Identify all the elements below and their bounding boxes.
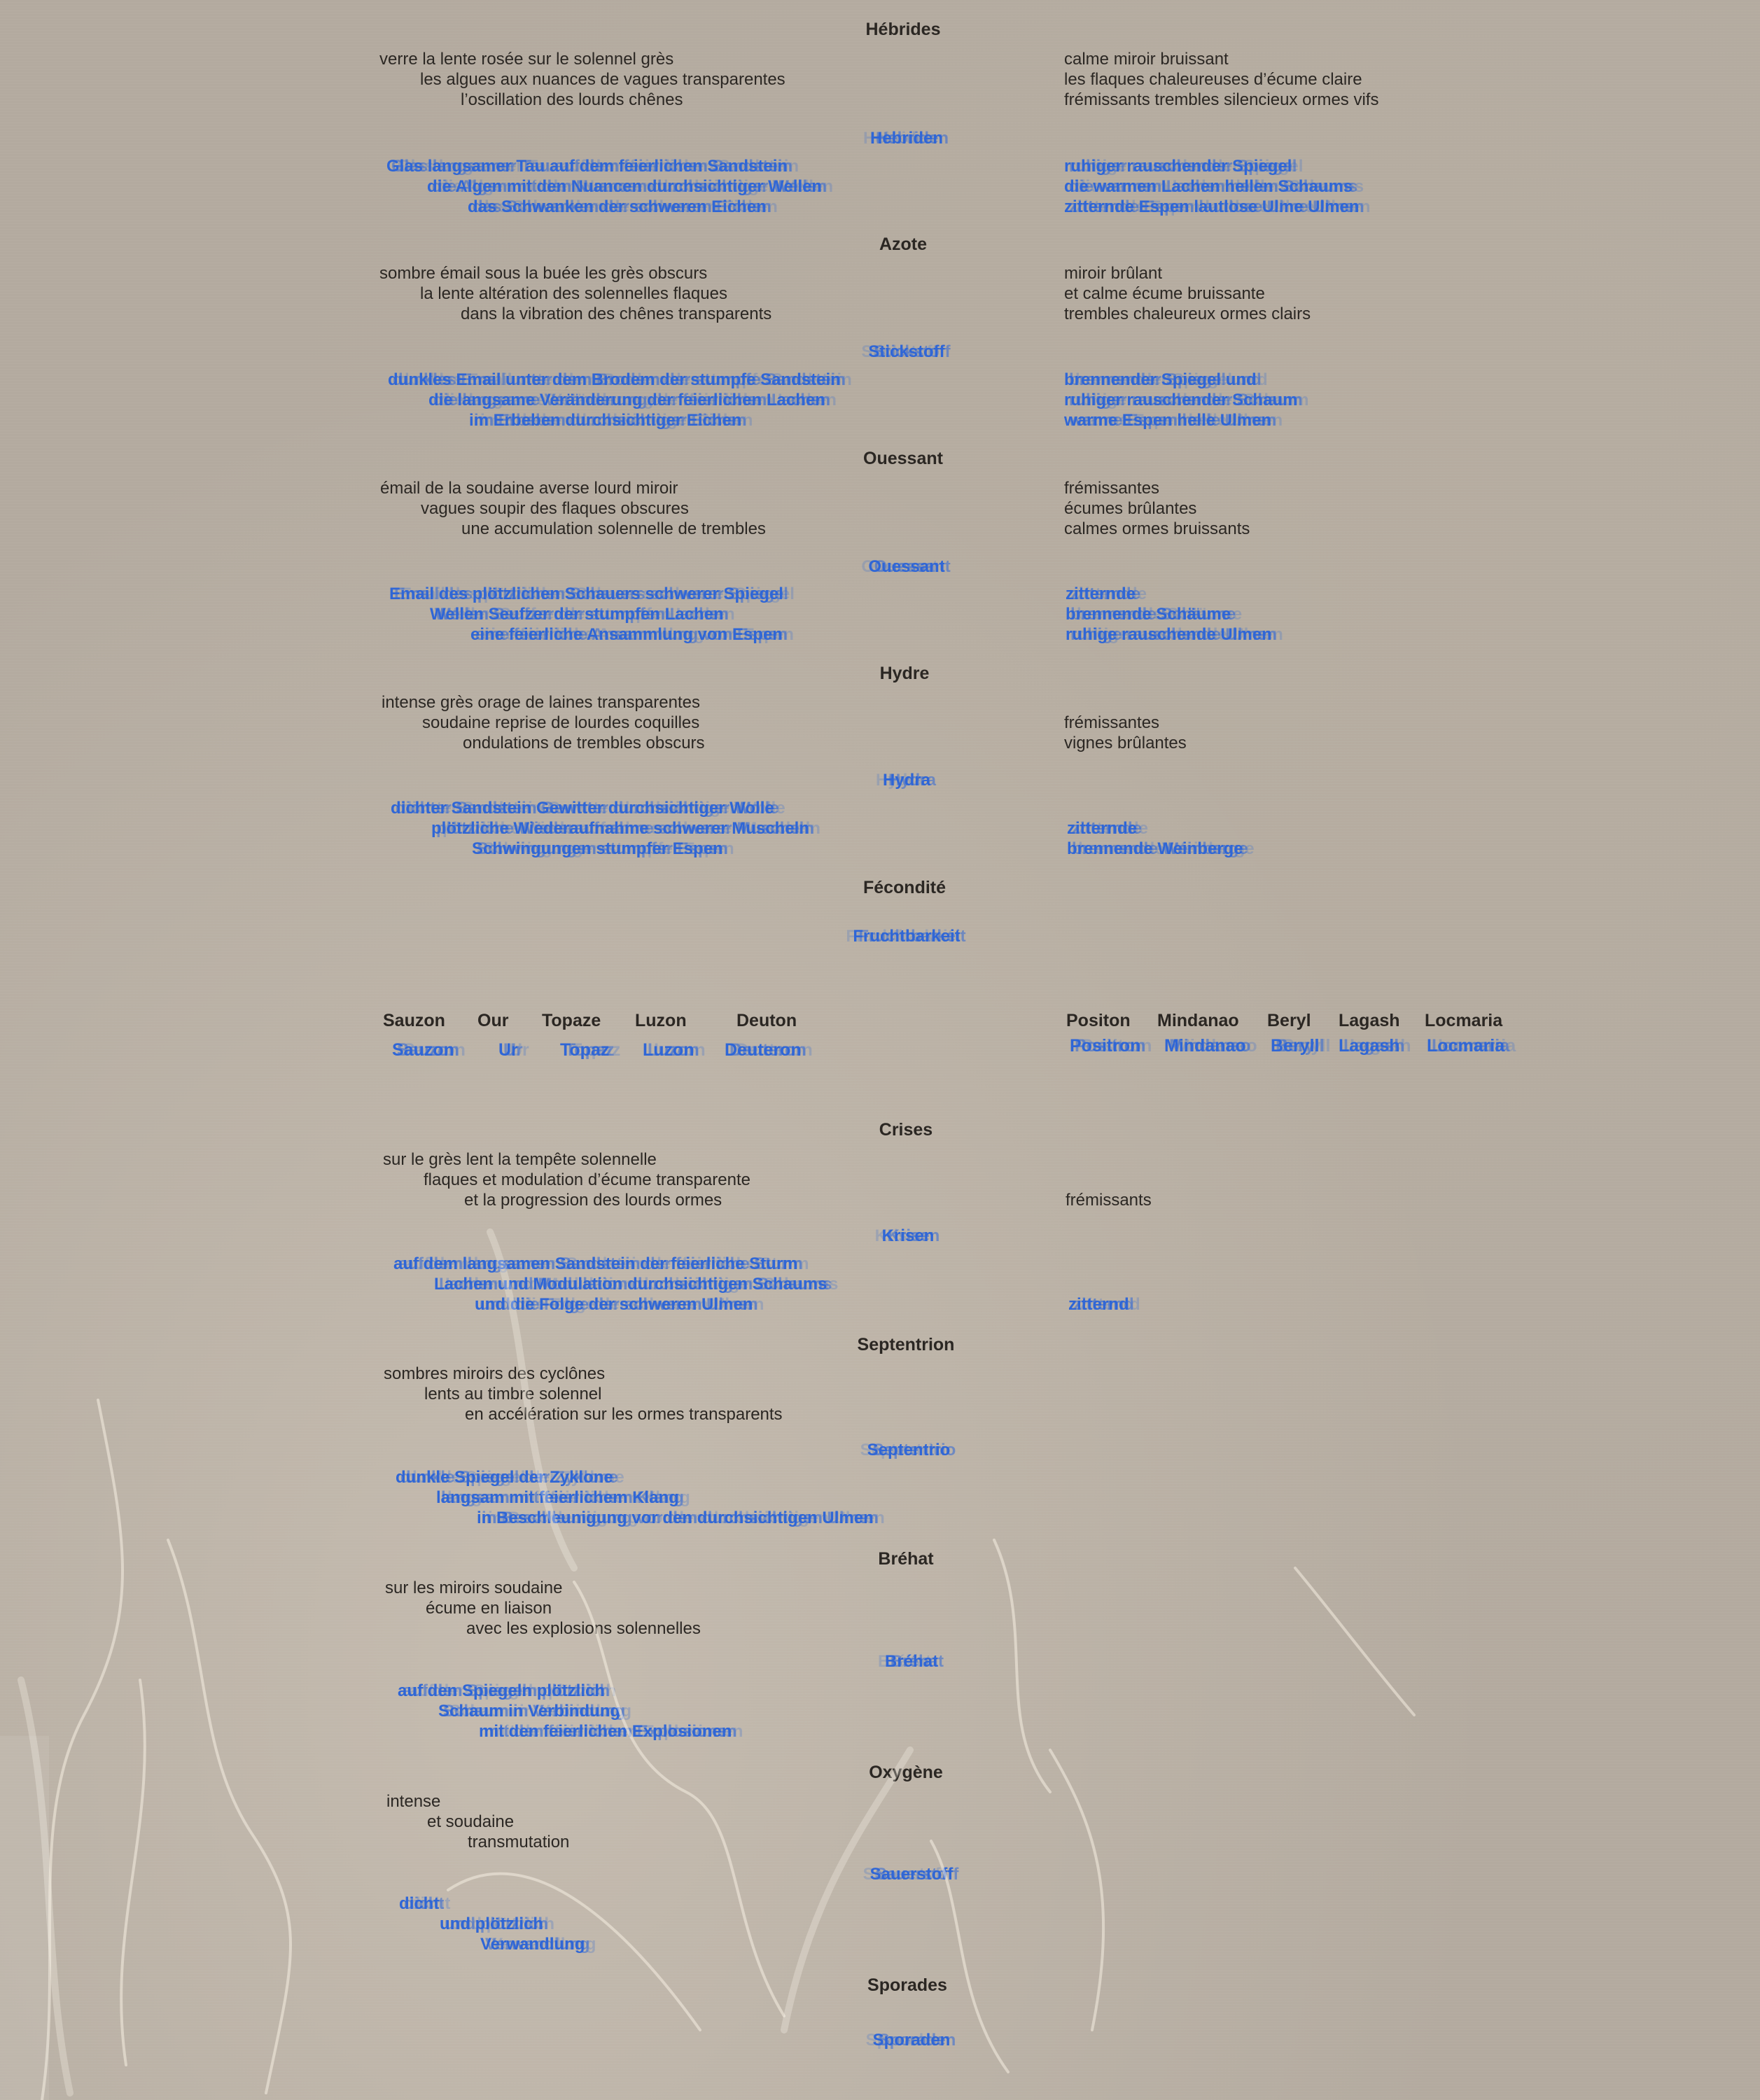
verse-line — [1068, 1254, 1129, 1274]
section-title-de: Septentrio — [867, 1441, 951, 1460]
name-word: Sauzon — [383, 1011, 445, 1030]
section-title-fr: Hydre — [879, 664, 930, 683]
name-word: Deuton — [736, 1011, 797, 1030]
verse-line: les flaques chaleureuses d’écume claire — [1064, 70, 1362, 89]
name-word: Beryl — [1267, 1011, 1311, 1030]
stanza-left-de — [399, 1893, 585, 1954]
section-title-fr: Oxygène — [869, 1763, 943, 1782]
verse-line: zitternd — [1068, 1295, 1129, 1314]
verse-line: intense grès orage de laines transparentes — [382, 693, 700, 712]
stanza-left-fr — [383, 1149, 750, 1210]
stanza-left-de — [393, 1254, 827, 1315]
verse-line: Schwingungen stumpfer Espen — [472, 839, 723, 858]
verse-line: auf den Spiegeln plötzlich — [398, 1681, 606, 1700]
section-title-de: Hebriden — [869, 129, 943, 148]
verse-line: warme Espen helle Ulmen — [1064, 411, 1272, 430]
verse-line: Glas langsamer Tau auf dem feierlichen Sandstein — [386, 157, 788, 176]
verse-line: das Schwanken der schweren Eichen — [468, 197, 767, 216]
verse-line: brennender Spiegel und — [1064, 370, 1257, 389]
verse-line: sombre émail sous la buée les grès obscurs — [379, 264, 708, 283]
name-word: Topaze — [542, 1011, 601, 1030]
verse-line: en accélération sur les ormes transparents — [465, 1405, 783, 1424]
section-title-fr: Crises — [879, 1120, 933, 1140]
stanza-left-fr — [382, 692, 705, 753]
name-word: Mindanao — [1157, 1011, 1239, 1030]
verse-line: mit den feierlichen Explosionen — [479, 1722, 732, 1741]
name-word-de: Topaz — [560, 1040, 610, 1060]
verse-line: lents au timbre solennel — [424, 1385, 602, 1404]
section-title-de: Fruchtbarkeit — [853, 927, 961, 946]
stanza-left-de — [391, 798, 809, 859]
verse-line: dicht — [399, 1894, 440, 1913]
section-title-de: Bréhat — [884, 1652, 939, 1671]
verse-line — [1064, 692, 1187, 713]
stanza-left-de — [386, 156, 822, 217]
name-word: Positon — [1066, 1011, 1131, 1030]
section-title-de: Krisen — [881, 1226, 935, 1245]
name-word-de: Beryll — [1271, 1036, 1320, 1056]
section-title-de: Sporaden — [872, 2031, 951, 2050]
verse-line: vignes brûlantes — [1064, 734, 1187, 752]
verse-line: plötzliche Wiederaufnahme schwerer Muscheln — [431, 819, 809, 838]
verse-line: die warmen Lachen hellen Schaums — [1064, 177, 1353, 196]
verse-line: soudaine reprise de lourdes coquilles — [422, 713, 700, 732]
name-word: Luzon — [635, 1011, 687, 1030]
section-title-fr: Azote — [879, 234, 928, 254]
verse-line: zitternde Espen lautlose Ulme Ulmen — [1064, 197, 1360, 216]
section-title-fr: Ouessant — [863, 449, 943, 468]
verse-line: avec les explosions solennelles — [466, 1619, 701, 1638]
verse-line: die Algen mit den Nuancen durchsichtiger Wellen — [427, 177, 823, 196]
verse-line — [1066, 1170, 1152, 1190]
stanza-left-fr — [379, 49, 785, 110]
verse-line: Wellen Seufzer der stumpfen Lachen — [430, 605, 724, 624]
name-word-de: Locmaria — [1427, 1036, 1505, 1056]
verse-line: brennende Weinberge — [1067, 839, 1243, 858]
verse-line: frémissantes — [1064, 479, 1160, 498]
verse-line: langsam mit feierlichem Klang — [436, 1488, 679, 1507]
verse-line: et calme écume bruissante — [1064, 284, 1265, 303]
name-word-de: Ur — [498, 1040, 518, 1060]
section-title-fr: Bréhat — [878, 1549, 934, 1569]
name-word-de: Positron — [1070, 1036, 1141, 1056]
section-title-de: Stickstoff — [868, 342, 945, 361]
verse-line: dichter Sandstein Gewitter durchsichtiger Wolle — [391, 799, 774, 818]
verse-line: les algues aux nuances de vagues transparentes — [420, 70, 785, 89]
verse-line: miroir brûlant — [1064, 264, 1163, 283]
verse-line: sombres miroirs des cyclônes — [384, 1364, 606, 1383]
verse-line: dunkles Email unter dem Brodem der stumpfe Sandstein — [388, 370, 841, 389]
verse-line — [1068, 1274, 1129, 1294]
stanza-right-de — [1064, 156, 1359, 217]
verse-line: une accumulation solennelle de trembles — [461, 519, 766, 538]
verse-line: calme miroir bruissant — [1064, 50, 1229, 69]
name-word-de: Deuteron — [725, 1040, 802, 1060]
verse-line: dans la vibration des chênes transparents — [461, 304, 772, 323]
stanza-right-fr — [1066, 1149, 1152, 1210]
verse-line: im Erbeben durchsichtiger Eichen — [469, 411, 742, 430]
section-title-fr: Sporades — [867, 1975, 947, 1995]
verse-line — [1067, 798, 1243, 818]
section-title-de: Sauerstoff — [869, 1865, 954, 1884]
verse-line: sur les miroirs soudaine — [385, 1578, 563, 1597]
stanza-left-de — [389, 584, 783, 645]
verse-line: ruhiger rauschender Spiegel — [1064, 157, 1292, 176]
stanza-left-fr — [379, 263, 771, 324]
verse-line: dunkle Spiegel der Zyklone — [396, 1468, 613, 1487]
stanza-left-fr — [380, 478, 766, 539]
section-title-fr: Hébrides — [865, 20, 941, 39]
verse-line: et soudaine — [427, 1812, 515, 1831]
verse-line: ondulations de trembles obscurs — [463, 734, 705, 752]
verse-line: Verwandlung — [480, 1935, 585, 1954]
verse-line: écumes brûlantes — [1064, 499, 1197, 518]
stanza-left-fr — [385, 1578, 701, 1639]
stanza-left-de — [388, 370, 841, 430]
name-word-de: Lagash — [1339, 1036, 1400, 1056]
stanza-left-de — [396, 1467, 874, 1528]
stanza-right-fr — [1064, 263, 1311, 324]
name-word-de: Mindanao — [1164, 1036, 1246, 1056]
verse-line: brennende Schäume — [1066, 605, 1231, 624]
name-word-de: Sauzon — [392, 1040, 454, 1060]
section-title-fr: Septentrion — [857, 1335, 955, 1354]
stanza-right-fr — [1064, 49, 1378, 110]
stanza-right-de — [1067, 798, 1243, 859]
verse-line: émail de la soudaine averse lourd miroir — [380, 479, 678, 498]
verse-line: Schaum in Verbindung — [438, 1702, 621, 1721]
verse-line: auf dem langsamen Sandstein der feierliche Sturm — [393, 1254, 798, 1273]
name-word-de: Luzon — [643, 1040, 694, 1060]
verse-line: écume en liaison — [426, 1599, 552, 1618]
section-title-fr: Fécondité — [862, 878, 947, 897]
verse-line: trembles chaleureux ormes clairs — [1064, 304, 1311, 323]
verse-line: und die Folge der schweren Ulmen — [475, 1295, 753, 1314]
stanza-left-de — [398, 1681, 732, 1742]
section-title-de: Ouessant — [868, 557, 945, 576]
verse-line: ruhiger rauschender Schaum — [1064, 391, 1298, 410]
name-word: Lagash — [1339, 1011, 1400, 1030]
name-word: Locmaria — [1425, 1011, 1503, 1030]
verse-line: Email des plötzlichen Schauers schwerer Spiegel — [389, 584, 783, 603]
verse-line: zitternde — [1067, 819, 1138, 838]
verse-line: la lente altération des solennelles flaques — [420, 284, 727, 303]
stanza-right-de — [1064, 370, 1297, 430]
verse-line: l’oscillation des lourds chênes — [461, 90, 683, 109]
verse-line: frémissants — [1066, 1191, 1152, 1210]
verse-line: sur le grès lent la tempête solennelle — [383, 1150, 657, 1169]
verse-line: und plötzlich — [440, 1914, 543, 1933]
stanza-right-de — [1066, 584, 1272, 645]
verse-line: Lachen und Modulation durchsichtigen Schaums — [434, 1275, 827, 1294]
verse-line: calmes ormes bruissants — [1064, 519, 1250, 538]
verse-line: eine feierliche Ansammlung von Espen — [470, 625, 783, 644]
stanza-left-fr — [384, 1364, 783, 1424]
stanza-right-de — [1068, 1254, 1129, 1315]
verse-line: et la progression des lourds ormes — [464, 1191, 722, 1210]
verse-line — [1066, 1149, 1152, 1170]
stanza-left-fr — [386, 1791, 569, 1852]
section-title-de: Hydra — [882, 771, 931, 790]
verse-line: in Beschleunigung vor den durchsichtigen Ulmen — [477, 1508, 874, 1527]
verse-line: flaques et modulation d’écume transparente — [424, 1170, 750, 1189]
verse-line: intense — [386, 1792, 441, 1811]
stanza-right-fr — [1064, 692, 1187, 753]
verse-line: vagues soupir des flaques obscures — [421, 499, 689, 518]
verse-line: verre la lente rosée sur le solennel grès — [379, 50, 674, 69]
verse-line: die langsame Veränderung der feierlichen Lachen — [428, 391, 825, 410]
verse-line: frémissants trembles silencieux ormes vifs — [1064, 90, 1379, 109]
verse-line: ruhige rauschende Ulmen — [1066, 625, 1272, 644]
verse-line: zitternde — [1066, 584, 1136, 603]
name-word: Our — [477, 1011, 509, 1030]
verse-line: transmutation — [468, 1833, 570, 1851]
stanza-right-fr — [1064, 478, 1250, 539]
verse-line: frémissantes — [1064, 713, 1160, 732]
